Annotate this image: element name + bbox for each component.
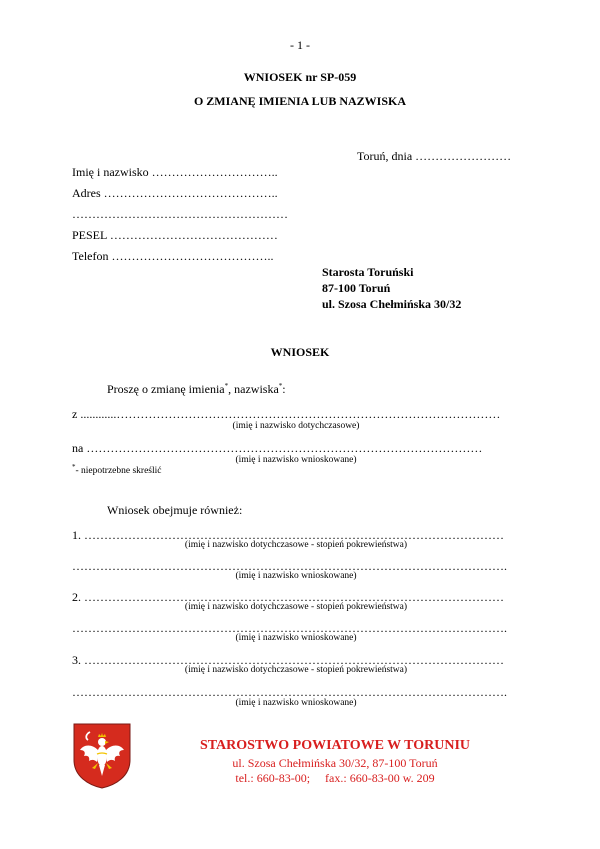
coat-of-arms-icon bbox=[72, 722, 132, 790]
addressee-line2: 87-100 Toruń bbox=[322, 281, 391, 295]
place-date-field[interactable]: Toruń, dnia …………………… bbox=[357, 149, 512, 163]
office-name: STAROSTWO POWIATOWE W TORUNIU bbox=[199, 738, 471, 753]
office-address: ul. Szosa Chełmińska 30/32, 87-100 Toruń bbox=[232, 756, 438, 770]
entry-1-requested-line[interactable]: ………………………………………………………………………………………………. bbox=[72, 559, 507, 573]
entry-3-current-line[interactable]: 3. …………………………………………………………………………………………… bbox=[72, 653, 504, 667]
entry-2-current-line[interactable]: 2. …………………………………………………………………………………………… bbox=[72, 590, 504, 604]
addressee-line3: ul. Szosa Chełmińska 30/32 bbox=[322, 297, 462, 311]
entry-1-current-caption: (imię i nazwisko dotychczasowe - stopień pokrewieństwa) bbox=[184, 540, 408, 550]
requested-name-line[interactable]: na ……………………………………………………………………………………… bbox=[72, 441, 483, 455]
current-name-line[interactable]: z ............…………………………………………………………………………………… bbox=[72, 407, 501, 421]
entry-2-requested-line[interactable]: ………………………………………………………………………………………………. bbox=[72, 621, 507, 635]
entry-3-requested-caption: (imię i nazwisko wnioskowane) bbox=[235, 698, 357, 708]
also-covers-heading: Wniosek obejmuje również: bbox=[107, 503, 243, 517]
applicant-phone-field[interactable]: Telefon ………………………………….. bbox=[72, 249, 274, 263]
entry-1-current-line[interactable]: 1. …………………………………………………………………………………………… bbox=[72, 528, 504, 542]
document-title-line1: WNIOSEK nr SP-059 bbox=[243, 70, 357, 84]
entry-1-requested-caption: (imię i nazwisko wnioskowane) bbox=[235, 571, 357, 581]
applicant-address-field-2[interactable]: ……………………………………………… bbox=[72, 207, 288, 221]
entry-2-requested-caption: (imię i nazwisko wnioskowane) bbox=[235, 633, 357, 643]
page-number: - 1 - bbox=[290, 38, 310, 52]
entry-3-requested-line[interactable]: ………………………………………………………………………………………………. bbox=[72, 685, 507, 699]
applicant-pesel-field[interactable]: PESEL …………………………………… bbox=[72, 228, 278, 242]
section-title: WNIOSEK bbox=[270, 345, 330, 359]
office-contact: tel.: 660-83-00; fax.: 660-83-00 w. 209 bbox=[235, 771, 435, 785]
requested-name-caption: (imię i nazwisko wnioskowane) bbox=[235, 455, 357, 465]
current-name-caption: (imię i nazwisko dotychczasowe) bbox=[232, 421, 360, 431]
addressee-line1: Starosta Toruński bbox=[322, 265, 414, 279]
entry-2-current-caption: (imię i nazwisko dotychczasowe - stopień pokrewieństwa) bbox=[184, 602, 408, 612]
footnote: *- niepotrzebne skreślić bbox=[72, 462, 162, 476]
request-text: Proszę o zmianę imienia*, nazwiska*: bbox=[107, 382, 286, 396]
applicant-name-field[interactable]: Imię i nazwisko ………………………….. bbox=[72, 165, 278, 179]
entry-3-current-caption: (imię i nazwisko dotychczasowe - stopień pokrewieństwa) bbox=[184, 665, 408, 675]
document-title-line2: O ZMIANĘ IMIENIA LUB NAZWISKA bbox=[193, 94, 407, 108]
applicant-address-field[interactable]: Adres …………………………………….. bbox=[72, 186, 278, 200]
